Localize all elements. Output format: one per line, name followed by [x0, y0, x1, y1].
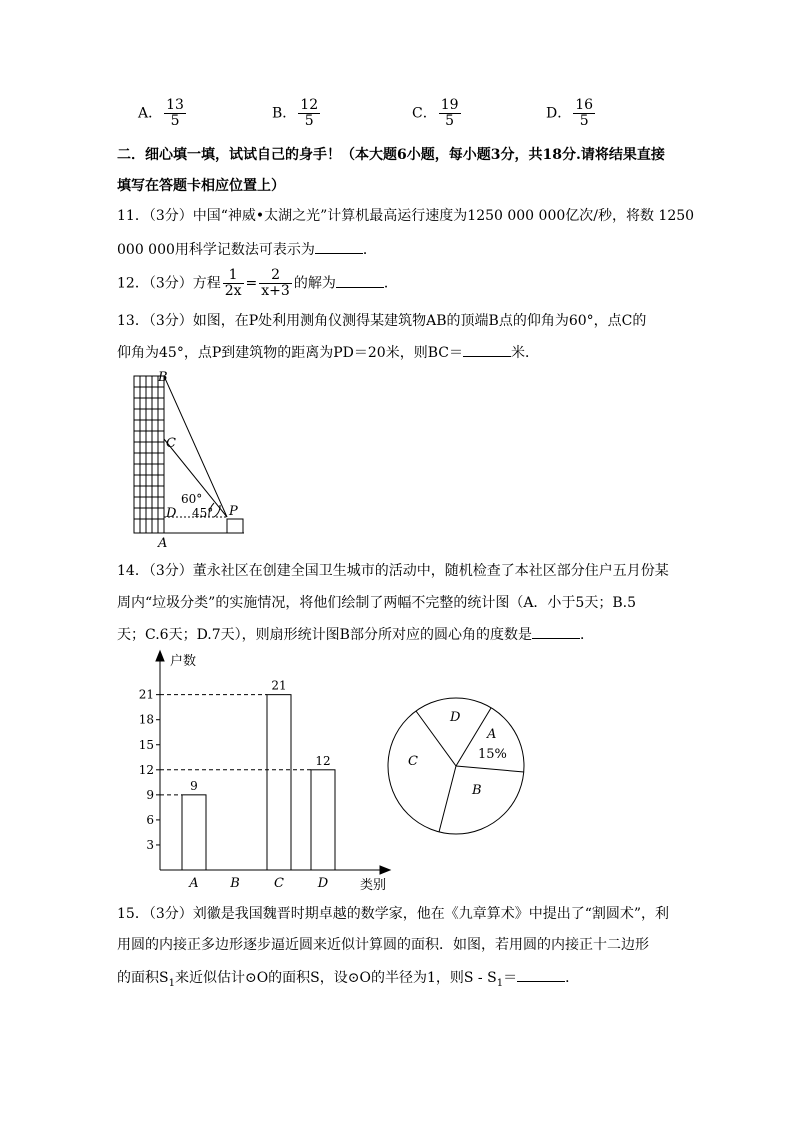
x-tick-label: D — [317, 876, 329, 891]
pie-label-a: A — [487, 727, 497, 742]
label-d: D — [166, 506, 177, 521]
section-heading-line1: 二．细心填一填，试试自己的身手！（本大题6小题，每小题3分，共18分.请将结果直接 — [117, 147, 665, 163]
q12-line: 12．（3分）方程 $\frac{1}{2x}$ = $\frac{2}{x+3}$ 的解为 ． — [117, 267, 398, 299]
option-d-fraction: $\frac{16}{5}$ — [575, 97, 594, 129]
answer-blank[interactable] — [336, 273, 384, 288]
pie-divider-ab — [456, 766, 524, 772]
y-tick-label: 21 — [138, 687, 154, 702]
bar-D — [311, 770, 335, 870]
label-p: P — [229, 504, 238, 519]
x-axis-arrow — [380, 866, 390, 874]
pie-label-d: D — [450, 710, 461, 725]
label-b: B — [158, 370, 168, 385]
q12-fraction-2: $\frac{2}{x+3}$ — [261, 267, 290, 299]
q12-fraction-1: $\frac{1}{2x}$ — [224, 267, 242, 299]
q14-line2: 周内“垃圾分类”的实施情况，将他们绘制了两幅不完整的统计图（A．小于5天；B.5 — [117, 595, 636, 611]
option-b-label: B． — [272, 105, 297, 122]
option-a — [138, 98, 188, 129]
option-a-fraction: $\frac{13}{5}$ — [166, 97, 184, 129]
q15-line3: 的面积$S_1$来近似估计⊙O的面积S，设⊙O的半径为1，则$S - S_1=$ ． — [117, 967, 579, 994]
option-b — [272, 98, 322, 129]
x-tick-label: A — [189, 876, 199, 891]
y-tick-label: 18 — [138, 712, 154, 727]
q14-line3: 天；C.6天；D.7天），则扇形统计图B部分所对应的圆心角的度数是 ． — [117, 624, 594, 645]
y-tick-label: 12 — [138, 762, 154, 777]
pie-label-c: C — [408, 754, 418, 769]
bar-value-label: 12 — [315, 753, 331, 768]
section-heading-line2: 填写在答题卡相应位置上） — [117, 178, 285, 194]
label-c: C — [166, 436, 176, 451]
q14-line1: 14．（3分）董永社区在创建全国卫生城市的活动中，随机检查了本社区部分住户五月份某 — [117, 563, 669, 579]
y-tick-label: 9 — [146, 787, 154, 802]
y-tick-label: 6 — [146, 812, 154, 827]
answer-blank[interactable] — [463, 342, 511, 357]
option-c — [412, 98, 463, 129]
answer-blank[interactable] — [517, 967, 565, 982]
option-b-fraction: $\frac{12}{5}$ — [300, 97, 319, 129]
option-d-label: D． — [546, 105, 572, 122]
bar-chart — [130, 645, 400, 895]
x-tick-label: C — [274, 876, 284, 891]
option-a-label: A． — [138, 105, 163, 122]
bar-value-label: 21 — [271, 678, 287, 693]
q15-line1: 15．（3分）刘徽是我国魏晋时期卓越的数学家，他在《九章算术》中提出了“割圆术”，利 — [117, 906, 670, 922]
y-axis-title: 户数 — [170, 654, 197, 669]
q11-line1: 11．（3分）中国“神威•太湖之光”计算机最高运行速度为1250 000 000亿次/秒，将数 1250 — [117, 208, 695, 224]
pie-label-b: B — [472, 783, 482, 798]
answer-blank[interactable] — [532, 624, 580, 639]
option-c-fraction: $\frac{19}{5}$ — [440, 97, 459, 129]
x-tick-label: B — [230, 876, 240, 891]
q13-line2: 仰角为45°，点P到建筑物的距离为PD＝20米，则BC＝ 米． — [117, 342, 539, 363]
x-axis-title: 类别 — [360, 878, 387, 893]
y-axis-arrow — [156, 651, 164, 661]
bar-C — [267, 695, 291, 870]
angle-45-label: 45° — [192, 506, 214, 520]
bar-A — [182, 795, 206, 870]
angle-60-label: 60° — [181, 492, 203, 506]
answer-blank[interactable] — [315, 239, 363, 254]
option-d — [546, 98, 597, 129]
q13-line1: 13．（3分）如图，在P处利用测角仪测得某建筑物AB的顶端B点的仰角为60°，点C的 — [117, 313, 647, 329]
pie-annotation: 15% — [478, 747, 507, 762]
building-angle-figure — [120, 365, 260, 550]
label-a: A — [158, 536, 168, 550]
pie-divider-bc — [439, 766, 456, 832]
q11-line2: 000 000用科学记数法可表示为 ． — [117, 239, 377, 260]
pie-chart — [380, 690, 540, 850]
measuring-device — [227, 519, 243, 533]
building — [134, 376, 164, 533]
y-tick-label: 15 — [138, 737, 154, 752]
bar-value-label: 9 — [190, 778, 198, 793]
y-tick-label: 3 — [146, 837, 154, 852]
option-c-label: C． — [412, 105, 437, 122]
q15-line2: 用圆的内接正多边形逐步逼近圆来近似计算圆的面积．如图，若用圆的内接正十二边形 — [117, 937, 649, 953]
